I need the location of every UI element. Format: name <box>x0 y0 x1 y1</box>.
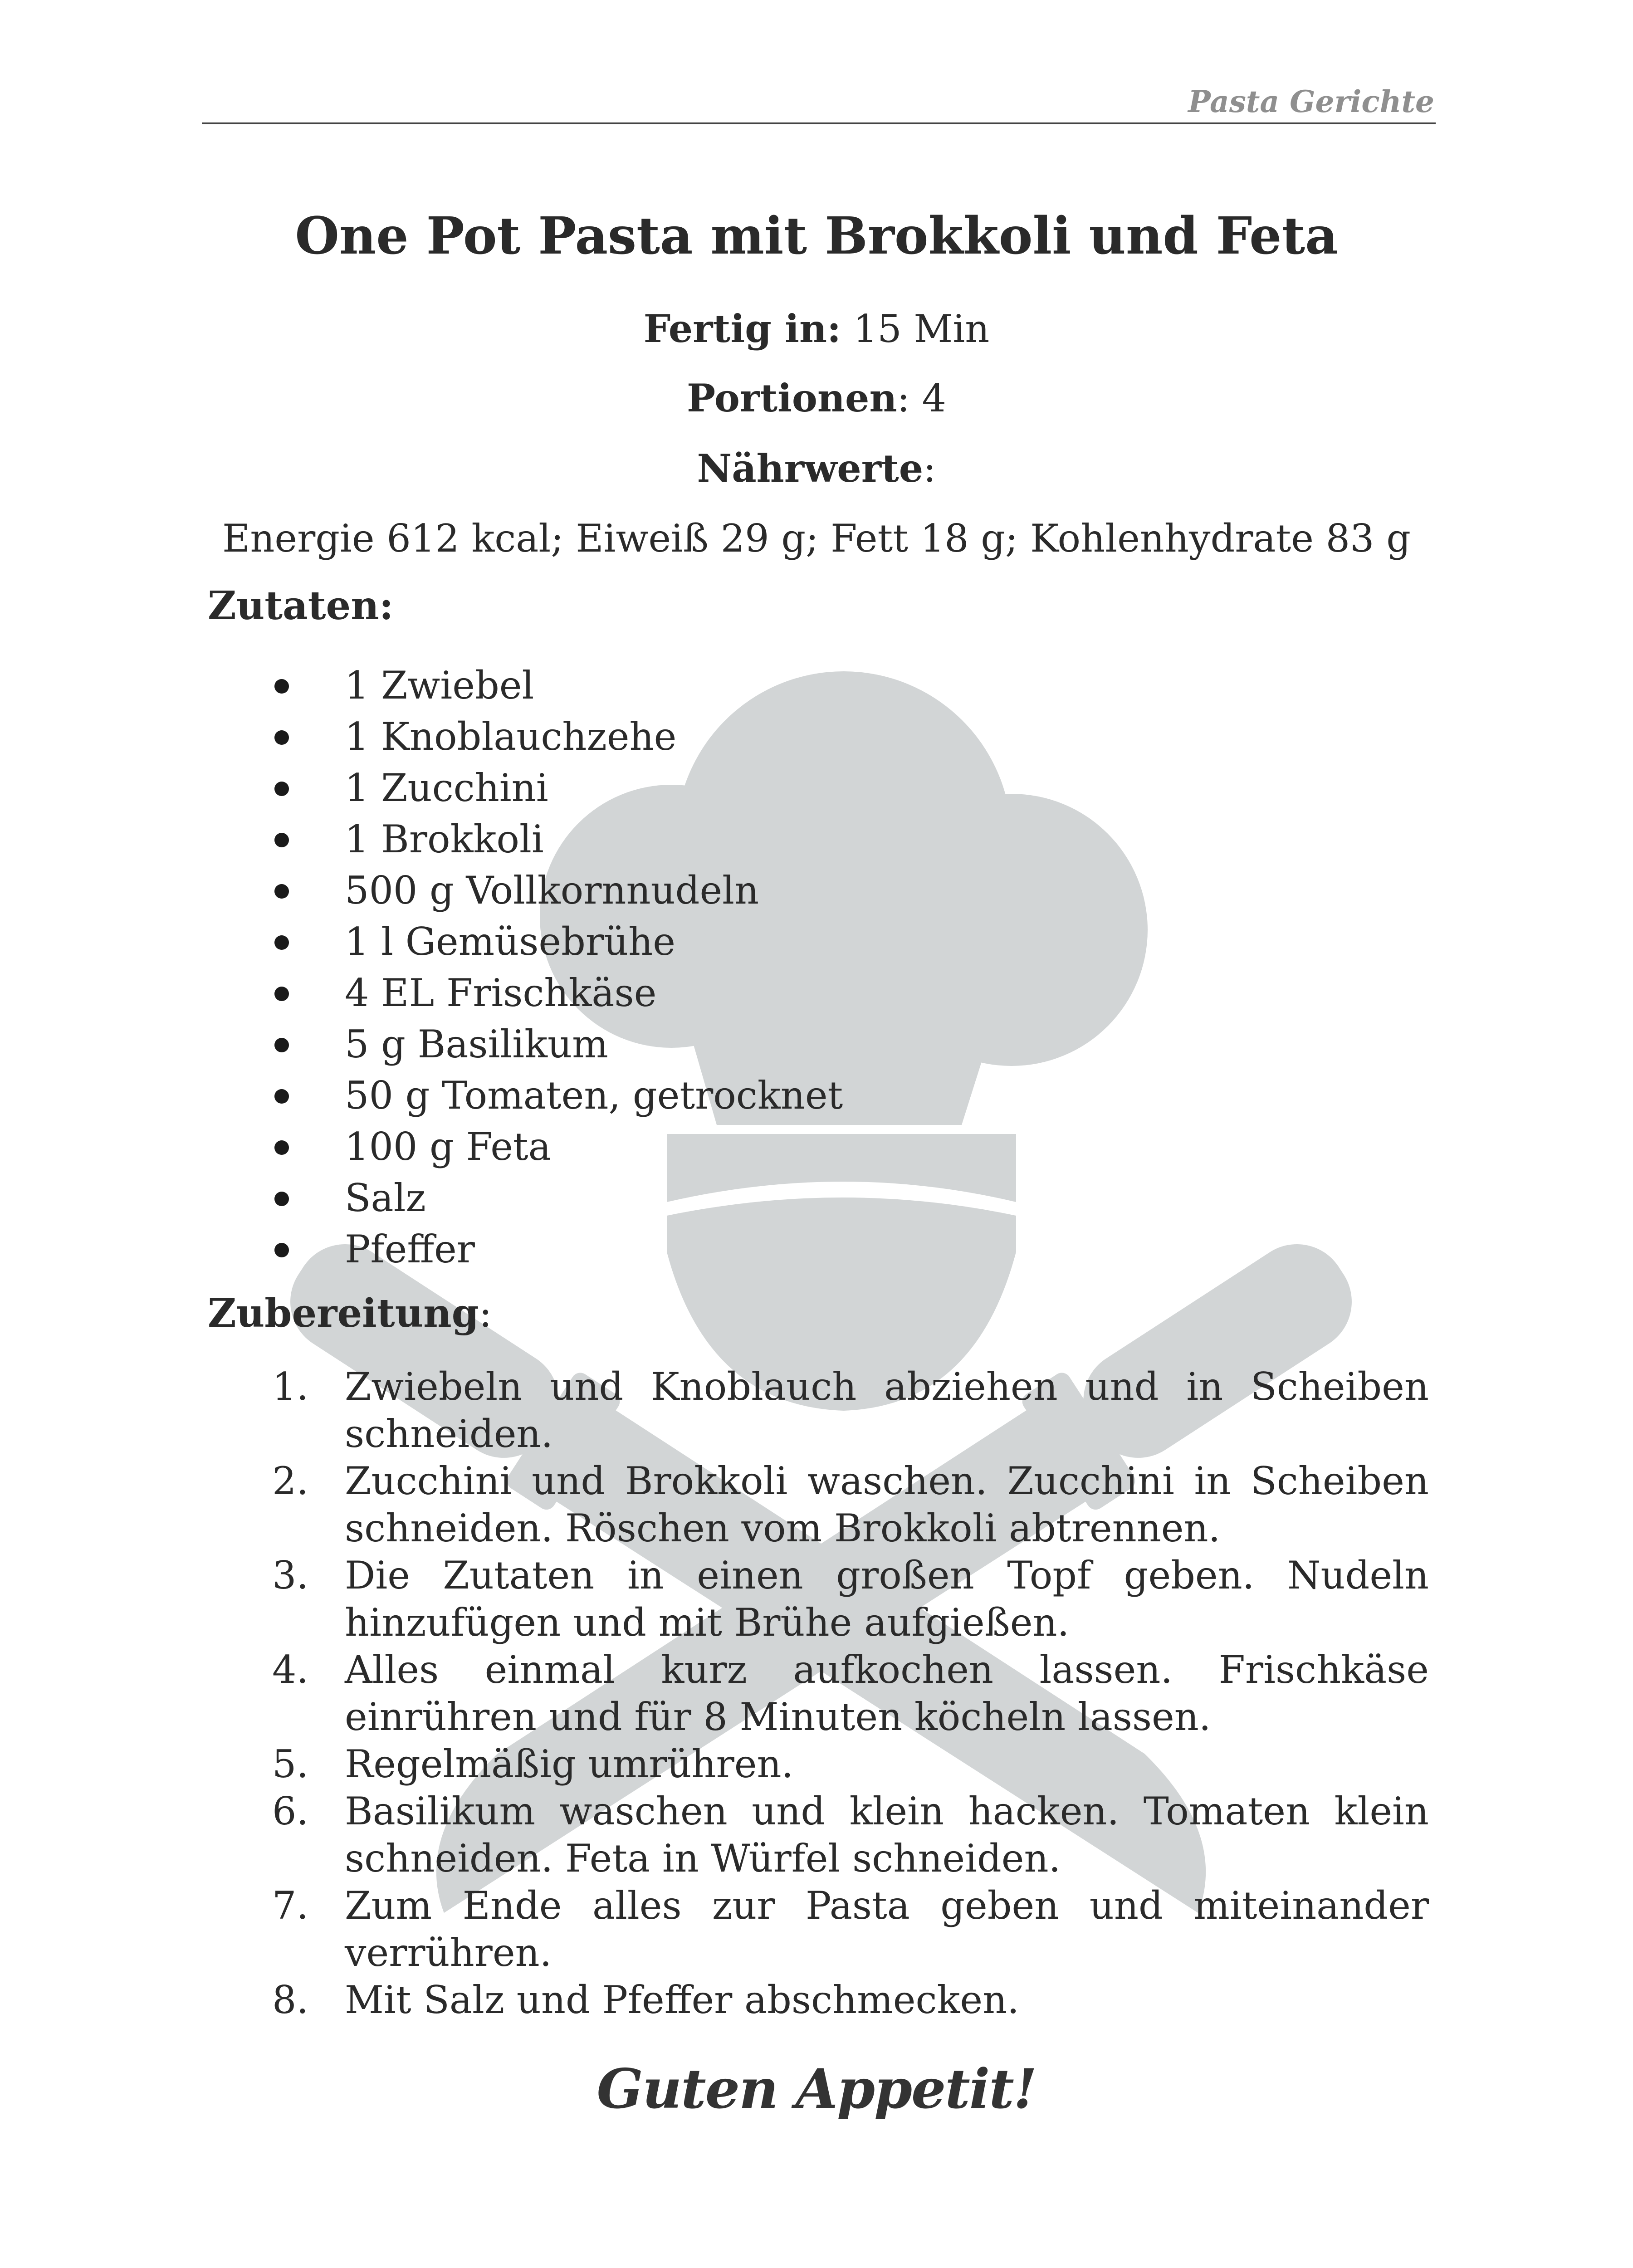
running-header: Pasta Gerichte <box>1188 84 1434 119</box>
preparation-steps <box>0 1363 1633 2024</box>
ingredient-text: 100 g Feta <box>345 1124 551 1169</box>
servings-value: 4 <box>922 376 946 420</box>
ingredient-text: 1 Zucchini <box>345 766 548 810</box>
step-text: Regelmäßig umrühren. <box>345 1742 794 1786</box>
bullet-icon <box>274 1089 289 1104</box>
bullet-icon <box>274 987 289 1001</box>
step-text: Alles einmal kurz aufkochen lassen. Frischkäse einrühren und für 8 Minuten köcheln lassen. <box>345 1647 1429 1739</box>
ingredient-text: 1 l Gemüsebrühe <box>345 919 675 964</box>
closing-signature: Guten Appetit! <box>596 2057 1037 2121</box>
bullet-icon <box>274 1243 289 1257</box>
recipe-title: One Pot Pasta mit Brokkoli und Feta <box>295 206 1338 266</box>
step-number: 3. <box>272 1553 309 1598</box>
bullet-icon <box>274 1140 289 1155</box>
step-number: 8. <box>272 1978 309 2022</box>
ingredient-text: 50 g Tomaten, getrocknet <box>345 1073 843 1118</box>
nutrition-values: Energie 612 kcal; Eiweiß 29 g; Fett 18 g; Kohlenhydrate 83 g <box>222 516 1411 561</box>
list-item <box>0 1457 1633 1552</box>
bullet-icon <box>274 884 289 899</box>
step-text: Basilikum waschen und klein hacken. Tomaten klein schneiden. Feta in Würfel schneiden. <box>345 1789 1429 1881</box>
bullet-icon <box>274 679 289 694</box>
list-item <box>0 1070 843 1121</box>
nutrition-label: Nährwerte <box>697 446 924 491</box>
ingredient-text: 5 g Basilikum <box>345 1022 608 1066</box>
step-number: 2. <box>272 1459 309 1503</box>
step-number: 6. <box>272 1789 309 1833</box>
ingredient-text: 1 Knoblauchzehe <box>345 714 677 759</box>
list-item <box>0 1121 843 1173</box>
list-item <box>0 968 843 1019</box>
ingredient-text: 1 Zwiebel <box>345 663 534 708</box>
nutrition-heading <box>0 446 1633 491</box>
list-item <box>0 1882 1633 1976</box>
list-item <box>0 1976 1633 2024</box>
ingredients-heading: Zutaten: <box>208 583 394 629</box>
step-number: 5. <box>272 1742 309 1786</box>
ready-value: 15 Min <box>853 307 990 351</box>
bullet-icon <box>274 1192 289 1206</box>
ingredient-text: 4 EL Frischkäse <box>345 971 657 1015</box>
step-number: 1. <box>272 1364 309 1409</box>
list-item <box>0 865 843 916</box>
ingredient-text: Salz <box>345 1176 426 1220</box>
bullet-icon <box>274 1038 289 1052</box>
list-item <box>0 1646 1633 1740</box>
nutrition-separator: : <box>923 446 936 491</box>
ingredient-list <box>0 660 843 1275</box>
bullet-icon <box>274 782 289 796</box>
ingredient-text: Pfeffer <box>345 1227 475 1271</box>
ready-label: Fertig in: <box>643 306 841 351</box>
step-number: 4. <box>272 1647 309 1692</box>
step-number: 7. <box>272 1883 309 1928</box>
list-item <box>0 1019 843 1070</box>
preparation-label: Zubereitung <box>208 1290 479 1336</box>
preparation-heading <box>208 1290 492 1336</box>
list-item <box>0 763 843 814</box>
servings <box>0 376 1633 420</box>
list-item <box>0 1788 1633 1882</box>
step-text: Mit Salz und Pfeffer abschmecken. <box>345 1978 1019 2022</box>
list-item <box>0 1552 1633 1646</box>
servings-separator: : <box>897 376 910 420</box>
list-item <box>0 711 843 763</box>
list-item <box>0 660 843 711</box>
step-text: Die Zutaten in einen großen Topf geben. Nudeln hinzufügen und mit Brühe aufgießen. <box>345 1553 1429 1645</box>
bullet-icon <box>274 833 289 847</box>
step-text: Zum Ende alles zur Pasta geben und miteinander verrühren. <box>345 1883 1429 1975</box>
list-item <box>0 1173 843 1224</box>
servings-label: Portionen <box>687 376 897 420</box>
list-item <box>0 814 843 865</box>
list-item <box>0 1224 843 1275</box>
ingredient-text: 1 Brokkoli <box>345 817 544 861</box>
list-item <box>0 1740 1633 1788</box>
list-item <box>0 1363 1633 1457</box>
bullet-icon <box>274 935 289 950</box>
step-text: Zucchini und Brokkoli waschen. Zucchini in Scheiben schneiden. Röschen vom Brokkoli abtrennen. <box>345 1459 1429 1550</box>
step-text: Zwiebeln und Knoblauch abziehen und in Scheiben schneiden. <box>345 1364 1429 1456</box>
list-item <box>0 916 843 968</box>
bullet-icon <box>274 730 289 745</box>
ready-time <box>0 306 1633 351</box>
ingredient-text: 500 g Vollkornnudeln <box>345 868 759 913</box>
preparation-separator: : <box>479 1291 492 1336</box>
